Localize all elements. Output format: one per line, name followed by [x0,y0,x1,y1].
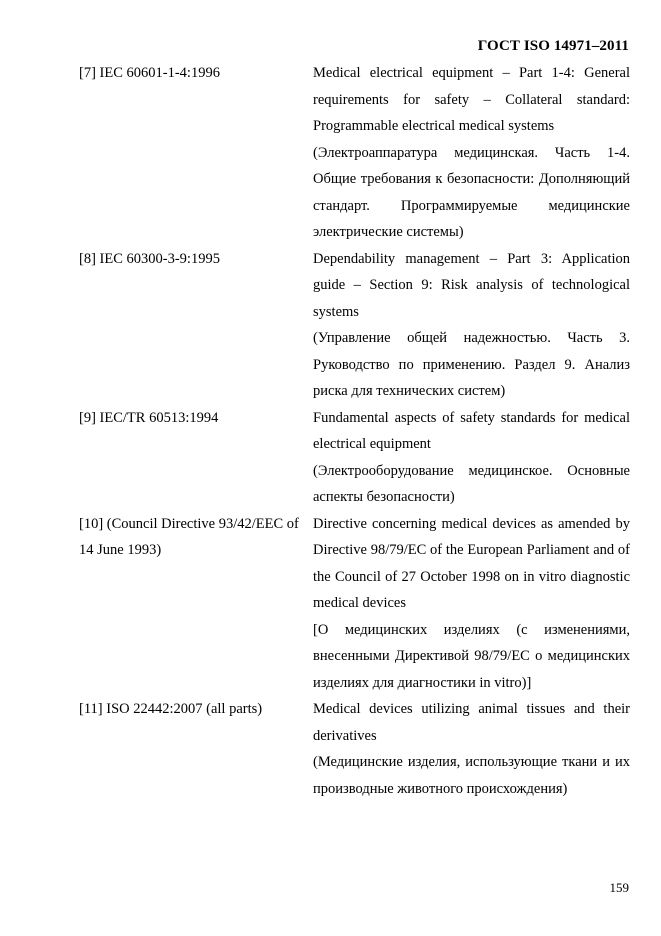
reference-title-en: Medical electrical equipment – Part 1-4: General requirements for safety – Collateral standard: Programmable electrical medical systems [313,65,630,134]
reference-id: [10] (Council Directive 93/42/EEC of 14 June 1993) [79,515,299,558]
reference-title-ru: (Электроаппаратура медицинская. Часть 1-4. Общие требования к безопасности: Дополняющий стандарт. Программируемые медицинские электрические системы) [313,144,630,240]
reference-description [313,405,630,511]
reference-title-en: Dependability management – Part 3: Application guide – Section 9: Risk analysis of technological systems [313,250,630,320]
bibliography-list [79,60,630,802]
reference-item [79,696,630,802]
reference-item [79,511,630,697]
reference-id: [7] IEC 60601-1-4:1996 [79,65,220,81]
reference-id: [8] IEC 60300-3-9:1995 [79,250,220,267]
reference-description [313,696,630,802]
reference-title-en: Directive concerning medical devices as amended by Directive 98/79/EC of the European Parliament and of the Council of 27 October 1998 on in vitro diagnostic medical devices [313,515,630,611]
reference-title-en: Fundamental aspects of safety standards for medical electrical equipment [313,409,630,452]
reference-id: [9] IEC/TR 60513:1994 [79,409,219,426]
reference-description [313,60,630,246]
reference-description [313,246,630,405]
reference-id: [11] ISO 22442:2007 (all parts) [79,701,263,717]
page-number: 159 [609,880,629,895]
reference-description [313,511,630,697]
reference-title-en: Medical devices utilizing animal tissues and their derivatives [313,701,630,744]
reference-title-ru: [О медицинских изделиях (с изменениями, внесенными Директивой 98/79/ЕС о медицинских изделиях для диагностики in vitro)] [313,621,630,691]
document-header: ГОСТ ISO 14971–2011 [477,38,629,54]
reference-item [79,405,630,511]
reference-title-ru: (Управление общей надежностью. Часть 3. Руководство по применению. Раздел 9. Анализ риска для технических систем) [313,330,630,399]
reference-title-ru: (Электрооборудование медицинское. Основные аспекты безопасности) [313,462,630,505]
reference-item [79,60,630,246]
reference-item [79,246,630,405]
reference-title-ru: (Медицинские изделия, использующие ткани и их производные животного происхождения) [313,754,630,797]
